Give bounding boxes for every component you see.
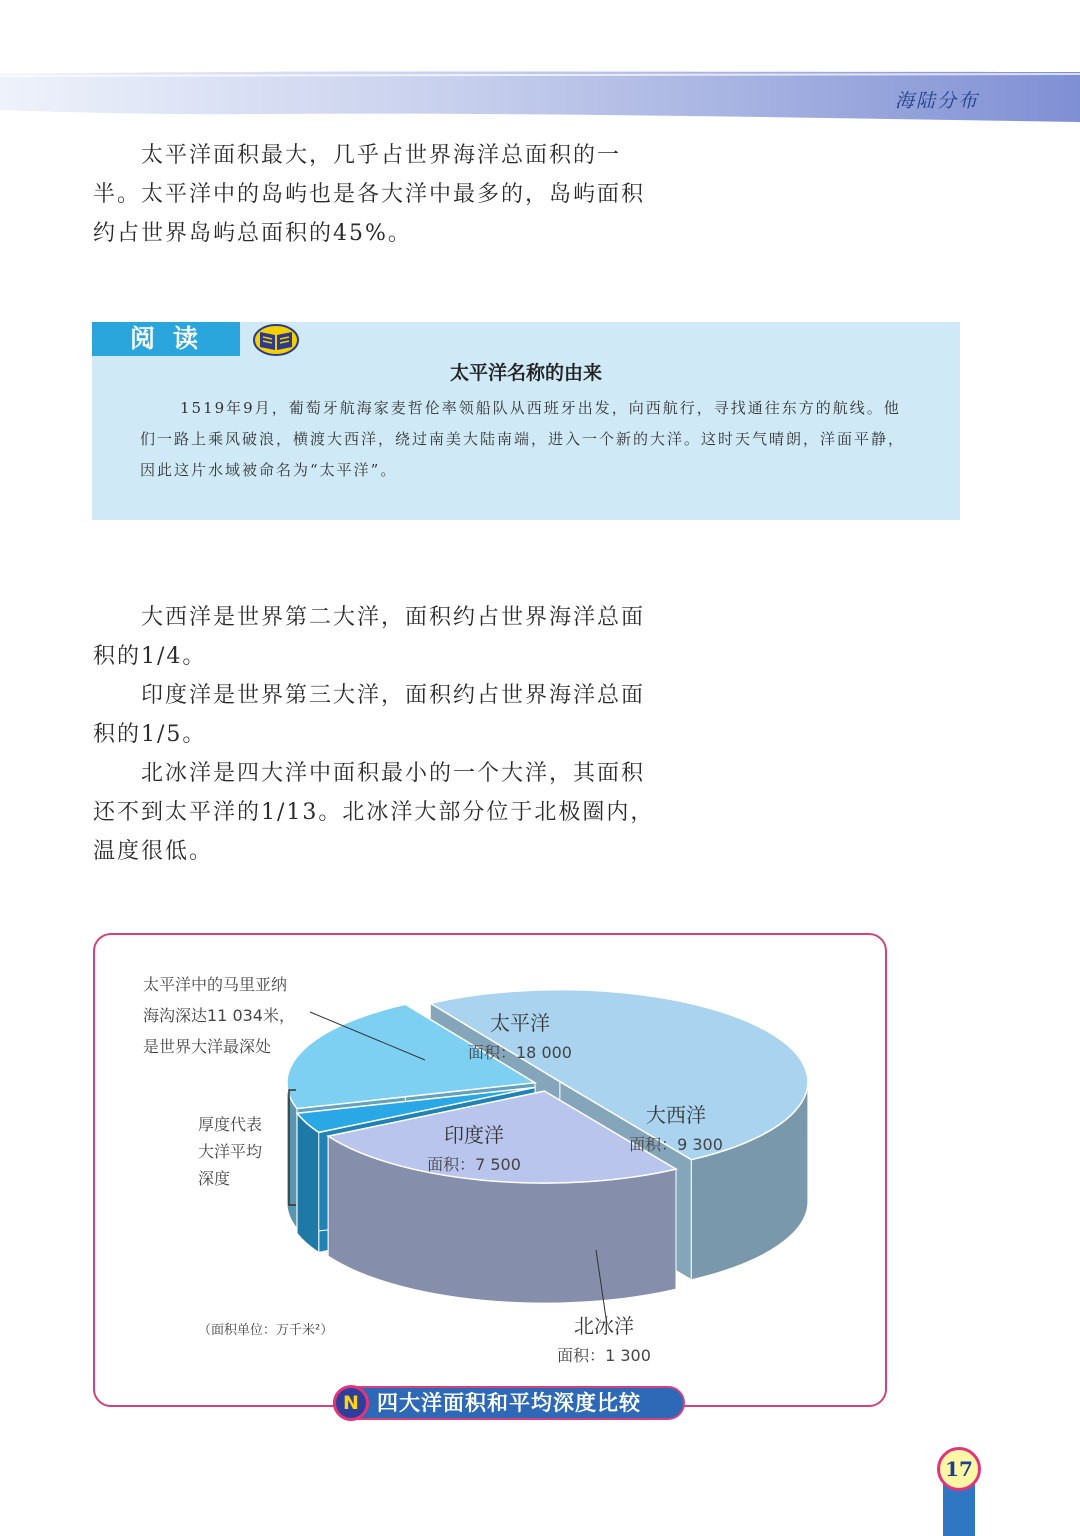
slice-label-atlantic: 大西洋 [646, 1103, 706, 1127]
trench-annotation-line-2: 海沟深达11 034米， [143, 1006, 295, 1025]
intro-paragraph: 太平洋面积最大，几乎占世界海洋总面积的一半。太平洋中的岛屿也是各大洋中最多的，岛屿面积约占世界岛屿总面积的45%。 [93, 143, 646, 246]
unit-note: （面积单位：万千米²） [198, 1323, 334, 1338]
slice-label-pacific: 太平洋 [490, 1011, 550, 1035]
slice-label-indian: 印度洋 [444, 1123, 504, 1147]
reading-title: 太平洋名称的由来 [449, 362, 602, 384]
trench-annotation-line-3: 是世界大洋最深处 [143, 1037, 272, 1056]
depth-annotation-line-3: 深度 [198, 1169, 231, 1188]
pie-layer [287, 990, 808, 1365]
figure-caption: 四大洋面积和平均深度比较 [377, 1391, 641, 1415]
depth-annotation-line-1: 厚度代表 [198, 1115, 263, 1134]
paragraph-indian: 印度洋是世界第三大洋，面积约占世界海洋总面积的1/5。 [93, 683, 646, 747]
depth-annotation-line-2: 大洋平均 [198, 1142, 263, 1161]
section-title: 海陆分布 [895, 90, 980, 112]
reading-text: 1519年9月，葡萄牙航海家麦哲伦率领船队从西班牙出发，向西航行，寻找通往东方的航线。他们一路上乘风破浪，横渡大西洋，绕过南美大陆南端，进入一个新的大洋。这时天气晴朗，洋面平静，因此这片水域被命名为“太平洋”。 [140, 399, 906, 479]
reading-tab: 阅读 [92, 322, 240, 356]
slice-label-arctic: 北冰洋 [574, 1314, 634, 1338]
caption-badge: N [333, 1385, 369, 1421]
slice-side-arctic-0 [297, 1113, 319, 1252]
slice-value-atlantic: 面积：9 300 [629, 1135, 723, 1154]
trench-annotation-line-1: 太平洋中的马里亚纳 [143, 975, 288, 994]
paragraph-atlantic: 大西洋是世界第二大洋，面积约占世界海洋总面积的1/4。 [93, 605, 646, 669]
slice-value-pacific: 面积：18 000 [468, 1043, 572, 1062]
paragraph-arctic: 北冰洋是四大洋中面积最小的一个大洋，其面积还不到太平洋的1/13。北冰洋大部分位于北极圈内，温度很低。 [93, 761, 655, 864]
slice-value-arctic: 面积：1 300 [557, 1346, 651, 1365]
page-number: 17 [937, 1447, 981, 1491]
slice-value-indian: 面积：7 500 [427, 1155, 521, 1174]
